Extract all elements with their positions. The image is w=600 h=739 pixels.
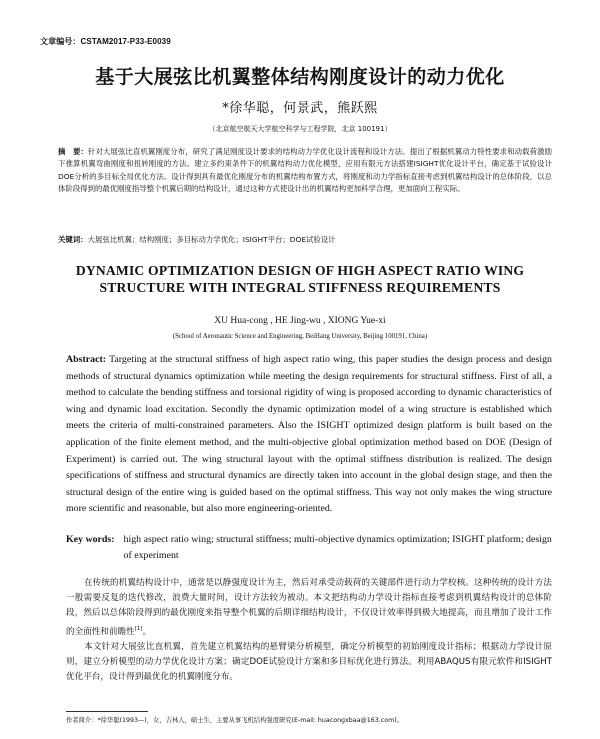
article-number: 文章编号：CSTAM2017-P33-E0039 bbox=[40, 37, 171, 46]
chinese-keywords-label: 关键词： bbox=[58, 235, 88, 244]
chinese-affiliation: （北京航空航天大学航空科学与工程学院，北京 100191） bbox=[208, 125, 392, 133]
author-footnote: 作者简介：*徐华聪(1993—)，女，吉林人，硕士生，主要从事飞机结构强度研究(E-mail: huacongxbaa@163.com)。 bbox=[66, 717, 404, 724]
english-abstract-label: Abstract: bbox=[66, 354, 107, 365]
english-title-line-1: DYNAMIC OPTIMIZATION DESIGN OF HIGH ASPECT RATIO WING bbox=[75, 263, 525, 278]
chinese-abstract-text: 针对大展弦比直机翼刚度分布，研究了满足刚度设计要求的结构动力学优化设计流程和设计方法。提出了根据机翼动力特性要求和动载荷激励下推算机翼弯曲刚度和扭转刚度的方法。建立多约束条件下的机翼结构动力优化模型，应用有限元方法搭建ISIGHT优化设计平台，确定基于试验设计DOE分析的多目标全局优化方法。设计得到具有最优化刚度分布的机翼结构布置方式，将刚度和动力学指标直接考虑到机翼结构设计的总体阶段，以总体阶段得到的最优刚度指导整个机翼后期的结构设计，通过这种方式使设计出的机翼结构更加科学合理，更加面向工程实际。 bbox=[58, 147, 552, 193]
english-affiliation: (School of Aeronautic Science and Engineering, BeiHang University, Beijing 100191, China) bbox=[172, 333, 428, 340]
body-text bbox=[66, 576, 552, 685]
chinese-authors: *徐华聪，何景武，熊跃熙 bbox=[222, 101, 378, 116]
english-authors: XU Hua-cong , HE Jing-wu , XIONG Yue-xi bbox=[214, 316, 386, 326]
body-paragraph-1-text: 在传统的机翼结构设计中，通常是以静强度设计为主，然后对承受动载荷的关键部件进行动力学校核。这种传统的设计方法一般需要反复的迭代修改，浪费大量时间，设计方法较为被动。本文把结构动力学设计指标直接考虑到机翼结构设计的总体阶段，然后以总体阶段得到的最优刚度来指导整个机翼的后期详细结构设计，不仅设计效率得到极大地提高，而且增加了设计工作的全面性和前瞻性 bbox=[66, 578, 552, 637]
english-keywords bbox=[66, 532, 552, 564]
chinese-title: 基于大展弦比机翼整体结构刚度设计的动力优化 bbox=[95, 66, 505, 88]
chinese-keywords-text: 大展弦比机翼；结构刚度；多目标动力学优化；ISIGHT平台；DOE试验设计 bbox=[87, 235, 336, 244]
chinese-abstract-label: 摘 要： bbox=[58, 147, 88, 156]
body-paragraph-2: 本文针对大展弦比直机翼，首先建立机翼结构的悬臂梁分析模型，确定分析模型的初始刚度设计指标；根据动力学设计原则，建立分析模型的动力学优化设计方案；确定DOE试验设计方案和多目标优化进行算法。利用ABAQUS有限元软件和ISIGHT优化平台，设计得到最优化的机翼刚度分布。 bbox=[66, 641, 552, 683]
body-paragraph-1 bbox=[66, 576, 552, 640]
english-abstract-text: Targeting at the structural stiffness of high aspect ratio wing, this paper studies the design process and design methods of structural dynamics optimization while meeting the design requirements for structural stiffness. First of all, a method to calculate the bending stiffness and torsional rigidity of wing is proposed according to dynamic characteristics of wing and dynamic load excitation. Secondly the dynamic optimization model of a wing structure is established which meets the criteria of multi-constrained parameters. Also the ISIGHT optimized design platform is built based on the application of the finite element method, and the multi-objective global optimization method based on DOE (Design of Experiment) is carried out. The wing structural layout with the optimal stiffness distribution is realized. The design specifications of stiffness and structural dynamics are directly taken into account in the global design stage, and then the structural design of the entire wing is guided based on the optimal stiffness. This way not only makes the wing structure more scientific and reasonable, but also more engineering-oriented. bbox=[66, 354, 552, 515]
english-abstract bbox=[66, 352, 552, 518]
citation-reference: [1] bbox=[134, 625, 143, 632]
english-keywords-text: high aspect ratio wing; structural stiffness; multi-objective dynamics optimization; ISIGHT platform; design of experiment bbox=[123, 534, 552, 561]
english-keywords-label: Key words: bbox=[66, 534, 115, 545]
chinese-keywords bbox=[58, 234, 552, 246]
chinese-abstract bbox=[58, 146, 552, 195]
footnote-divider bbox=[66, 711, 148, 712]
english-title-line-2: STRUCTURE WITH INTEGRAL STIFFNESS REQUIREMENTS bbox=[99, 280, 501, 295]
body-paragraph-1-end: 。 bbox=[142, 626, 152, 637]
english-title bbox=[0, 262, 600, 296]
